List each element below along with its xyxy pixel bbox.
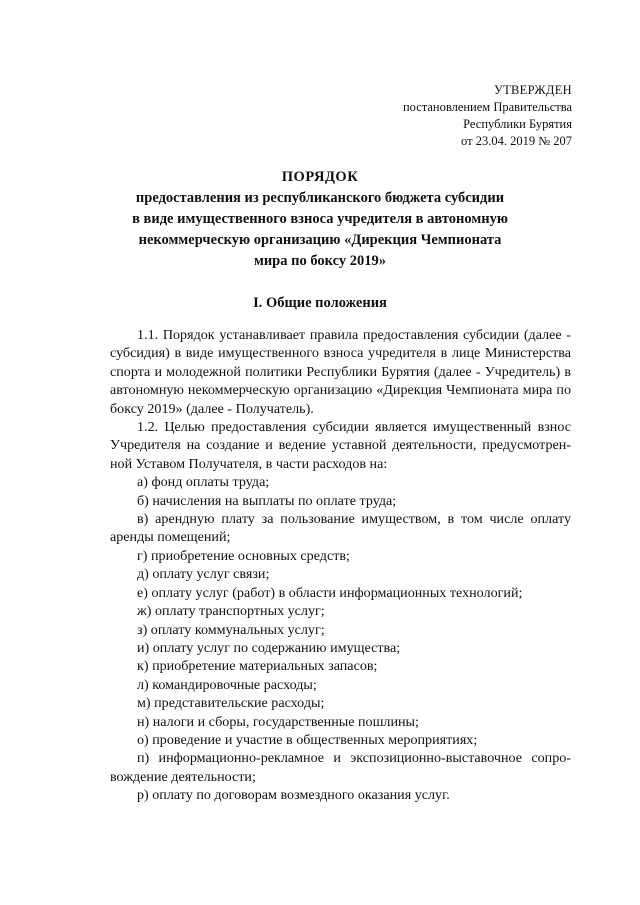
list-item-v: в) арендную плату за пользование имуществом, в том числе оплату аренды помещений; <box>110 511 571 546</box>
paragraph-1-2: 1.2. Целью предоставления субсидии является имущественный взнос Учредителя на создание и ведение уставной деятельности, предусмотренной Уставом Получателя, в части расходов на: <box>110 419 571 472</box>
document-subtitle-line-3: некоммерческую организацию «Дирекция Чемпионата <box>138 232 502 248</box>
document-title-block <box>110 167 530 272</box>
list-item-n: н) налоги и сборы, государственные пошлины; <box>137 713 419 730</box>
list-item-z: з) оплату коммунальных услуг; <box>137 621 325 638</box>
list-item-d: д) оплату услуг связи; <box>137 566 270 583</box>
document-title: ПОРЯДОК <box>281 169 359 185</box>
list-item-l: л) командировочные расходы; <box>137 676 317 693</box>
approval-stamp-title: УТВЕРЖДЕН <box>493 83 572 97</box>
approval-line-1: постановлением Правительства <box>402 100 572 114</box>
paragraph-1-1: 1.1. Порядок устанавливает правила предоставления субсидии (далее - субсидия) в виде имущественного взноса учредителя в лице Министерства спорта и молодежной политики Республики Бурятия (далее - Учредитель) в автономную некоммерческую организацию «Дирекция Чемпионата мира по боксу 2019» (далее - Получатель). <box>110 327 571 417</box>
approval-block <box>332 82 572 150</box>
list-item-i: и) оплату услуг по содержанию имущества; <box>137 639 401 656</box>
approval-line-2: Республики Бурятия <box>463 117 572 131</box>
list-item-m: м) представительские расходы; <box>137 695 325 712</box>
approval-line-3: от 23.04. 2019 № 207 <box>461 134 572 148</box>
list-item-p: п) информационно-рекламное и экспозиционно-выставочное сопровождение деятельности; <box>110 750 571 785</box>
document-subtitle-line-2: в виде имущественного взноса учредителя в автономную <box>132 211 508 227</box>
list-item-r: р) оплату по договорам возмездного оказания услуг. <box>137 787 450 804</box>
list-item-zh: ж) оплату транспортных услуг; <box>137 603 325 620</box>
list-item-g: г) приобретение основных средств; <box>137 547 350 564</box>
section-heading: I. Общие положения <box>253 295 387 311</box>
list-item-o: о) проведение и участие в общественных мероприятиях; <box>137 731 478 748</box>
list-item-b: б) начисления на выплаты по оплате труда; <box>137 492 397 509</box>
list-item-k: к) приобретение материальных запасов; <box>137 658 378 675</box>
document-body <box>110 326 571 805</box>
document-subtitle-line-1: предоставления из республиканского бюджета субсидии <box>135 190 505 206</box>
document-subtitle-line-4: мира по боксу 2019» <box>253 253 387 269</box>
list-item-a: а) фонд оплаты труда; <box>137 474 270 491</box>
list-item-e: е) оплату услуг (работ) в области информационных технологий; <box>137 584 523 601</box>
